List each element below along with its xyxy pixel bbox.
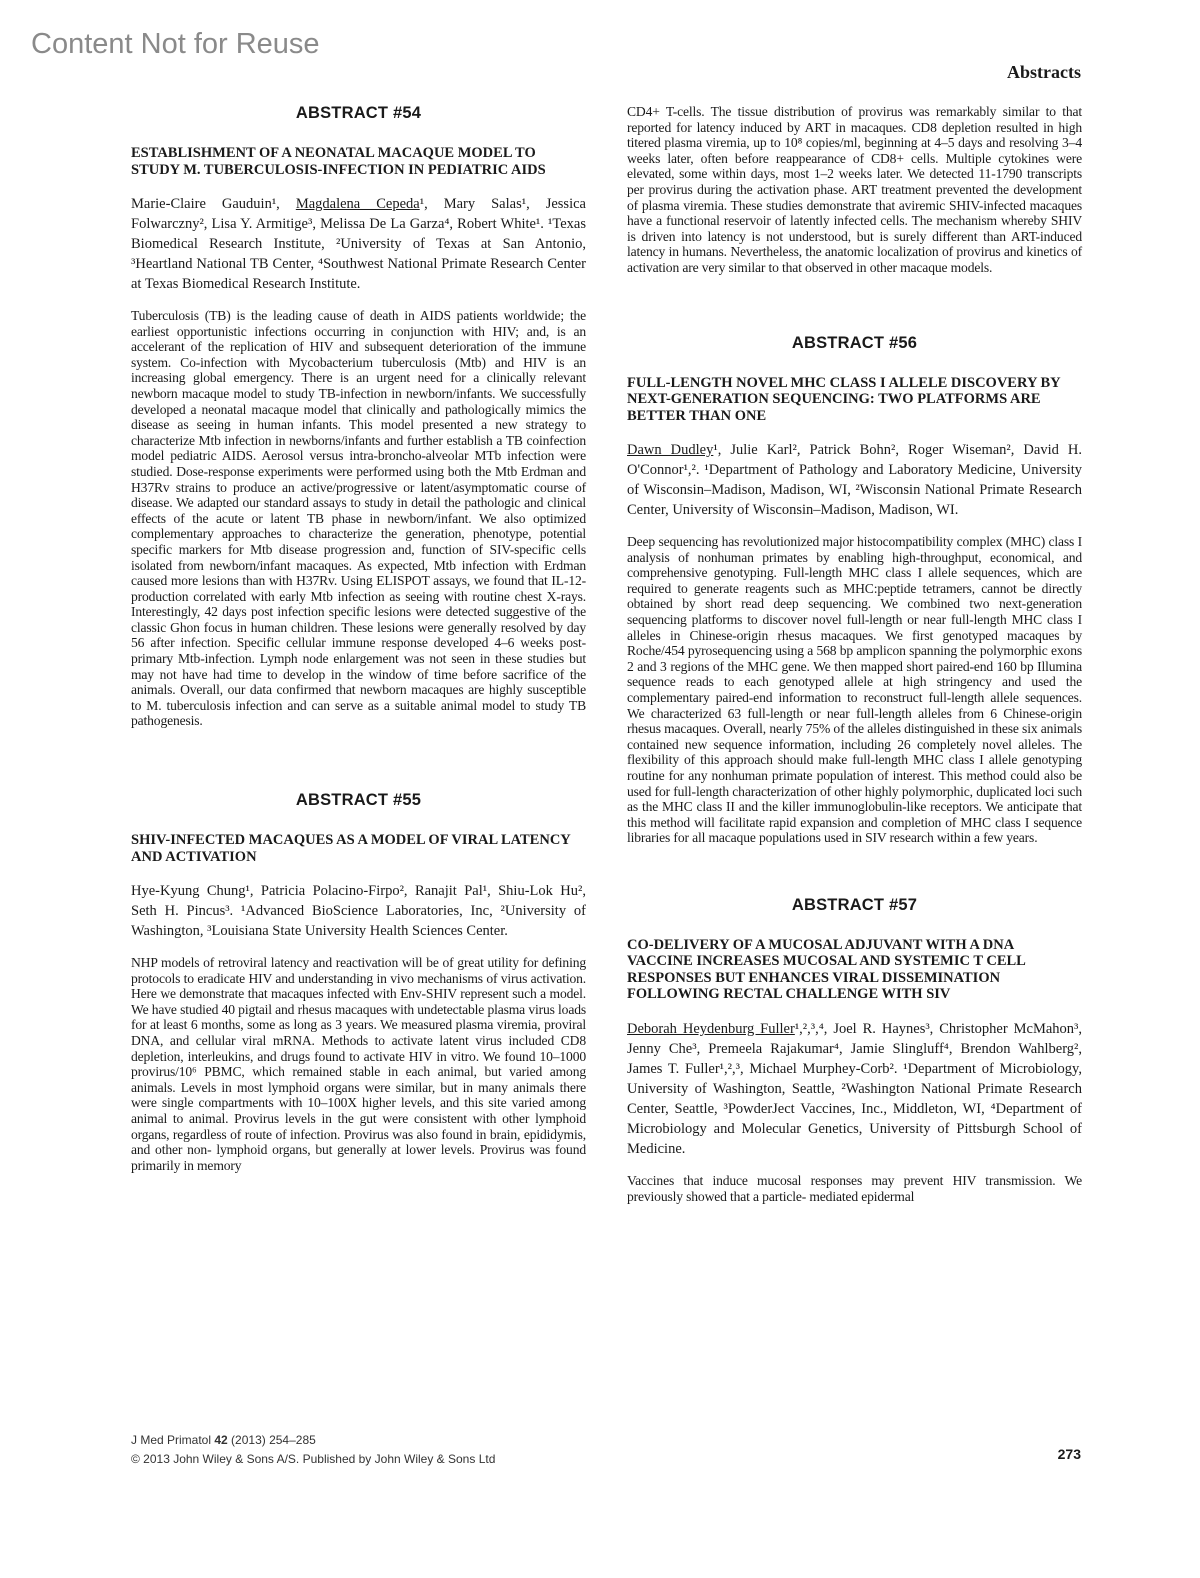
journal-prefix: J Med Primatol <box>131 1433 215 1447</box>
watermark: Content Not for Reuse <box>31 28 320 60</box>
footer-citation <box>131 1431 495 1469</box>
page-number: 273 <box>1057 1446 1081 1462</box>
authors-lead: Marie-Claire Gauduin¹, <box>131 196 296 212</box>
abstract-title: ESTABLISHMENT OF A NEONATAL MACAQUE MODEL TO STUDY M. TUBERCULOSIS-INFECTION IN PEDIATRIC AIDS <box>131 145 546 178</box>
abstract-54 <box>131 104 586 729</box>
abstract-title: CO-DELIVERY OF A MUCOSAL ADJUVANT WITH A DNA VACCINE INCREASES MUCOSAL AND SYSTEMIC T CELL RESPONSES BUT ENHANCES VIRAL DISSEMINATION FOLLOWING RECTAL CHALLENGE WITH SIV <box>627 936 1026 1003</box>
abstract-57 <box>627 896 1082 1204</box>
abstract-body: Deep sequencing has revolutionized major histocompatibility complex (MHC) class I analysis of nonhuman primates by enabling high-throughput, economical, and comprehensive genotyping. Full-length MHC class I allele sequences, which are required to generate reagents such as MHC:peptide tetramers, cannot be directly obtained by short read deep sequencing. We combined two next-generation sequencing platforms to discover novel full-length or near full-length MHC class I alleles in Chinese-origin rhesus macaques. We first genotyped macaques by Roche/454 pyrosequencing using a 568 bp amplicon spanning the polymorphic exons 2 and 3 regions of the MHC gene. We then mapped short paired-end 160 bp Illumina sequence reads to each genotyped allele at high stringency and used the complementary paired-end information to reconstruct full-length allele sequences. We characterized 63 full-length or near full-length alleles from 6 Chinese-origin rhesus macaques. Overall, nearly 75% of the alleles distinguished in these six animals contained new sequence information, including 26 completely novel alleles. The flexibility of this approach should make full-length MHC class I allele genotyping routine for any nonhuman primate population of interest. This method could also be used for full-length characterization of other highly polymorphic, duplicated loci such as the MHC class II and the killer immunoglobulin-like receptors. We anticipate that this method will facilitate rapid expansion and completion of MHC class I sequence libraries for all macaque populations used in SIV research within a few years. <box>627 534 1082 846</box>
abstract-body: NHP models of retroviral latency and reactivation will be of great utility for defining protocols to eradicate HIV and understanding in vivo mechanisms of virus activation. Here we demonstrate that macaques infected with Env-SHIV represent such a model. We have studied 40 pigtail and rhesus macaques with undetectable plasma virus loads for at least 6 months, some as long as 3 years. We measured plasma viremia, proviral DNA, and cellular viral mRNA. Methods to activate latent virus included CD8 depletion, interleukins, and drugs found to activate HIV in vitro. We found 10–1000 provirus/10⁶ PBMC, which remained stable in each animal, but varied among animals. Levels in most lymphoid organs were similar, but in many animals there were single compartments with 10–100X higher levels, and this site varied among animal to animal. Provirus levels in the gut were consistent with other lymphoid organs, regardless of route of infection. Provirus was also found in brain, epididymis, and other non- lymphoid organs, but generally at lower levels. Provirus was found primarily in memory <box>131 955 586 1173</box>
abstract-authors <box>627 440 1082 520</box>
presenting-author: Deborah Heydenburg Fuller <box>627 1020 795 1037</box>
abstract-number: ABSTRACT #57 <box>791 895 918 914</box>
abstract-55-continued: CD4+ T-cells. The tissue distribution of provirus was remarkably similar to that reported for latency induced by ART in macaques. CD8 depletion resulted in high titered plasma viremia, up to 10⁸ copies/ml, beginning at 4–5 days and resolving 3–4 weeks later, often before reappearance of CD8+ cells. Multiple cytokines were elevated, some within days, most 1–2 weeks later. We detected 11-1790 transcripts per provirus during the activation phase. ART treatment prevented the development of plasma viremia. These studies demonstrate that aviremic SHIV-infected macaques have a functional reservoir of latently infected cells. The mechanism whereby SHIV is driven into latency is not understood, but is surely different than ART-induced latency in humans. Nevertheless, the anatomic localization of provirus and kinetics of activation are very similar to that observed in other macaque models. <box>627 104 1082 275</box>
abstract-number: ABSTRACT #55 <box>295 791 422 810</box>
authors-rest: ¹, Mary Salas¹, Jessica Folwarczny², Lisa Y. Armitige³, Melissa De La Garza⁴, Robert White¹. ¹Texas Biomedical Research Institute, ²University of Texas at San Antonio, ³Heartland National TB Center, ⁴Southwest National Primate Research Center at Texas Biomedical Research Institute. <box>131 196 586 292</box>
abstract-body: Tuberculosis (TB) is the leading cause of death in AIDS patients worldwide; the earliest opportunistic infections occurring in conjunction with HIV; and, is an accelerant of the replication of HIV and subsequent deterioration of the immune system. Co-infection with Mycobacterium tuberculosis (Mtb) and HIV is an increasing global emergency. There is an urgent need for a clinically relevant newborn macaque model to study TB-infection in newborn/infants. We successfully developed a neonatal macaque model that clinically and pathologically mimics the disease as seeing in human infants. This model presented a new strategy to characterize Mtb infection in newborns/infants and further establish a TB coinfection model pediatric AIDS. Aerosol versus intra-broncho-alveolar MTb infection were studied. Dose-response experiments were performed using both the Mtb Erdman and H37Rv strains to produce an active/progressive or latent/asymptomatic course of disease. We adapted our standard assays to study in detail the pathologic and clinical effects of the acute or latent TB phase in newborn/infant. We also optimized complementary approaches to characterize the generation, phenotype, potential specific markers for Mtb disease progression and, function of SIV-specific cells isolated from newborn/infant macaques. As expected, Mtb infection with Erdman caused more lesions than with H37Rv. Using ELISPOT assays, we found that IL-12-production correlated with early Mtb infection as seeing with routine chest X-rays. Interestingly, 42 days post infection specific lesions were detected suggestive of the classic Ghon focus in human children. These lesions were generally resolved by day 56 after infection. Specific cellular immune response developed 4–6 weeks post-primary Mtb-infection. Lymph node enlargement was not seen in these studies but may not have had time to develop in the window of time before sacrifice of the animals. Overall, our data confirmed that newborn macaques are highly susceptible to M. tuberculosis infection and can serve as a suitable animal model to study TB pathogenesis. <box>131 308 586 729</box>
abstract-body: Vaccines that induce mucosal responses may prevent HIV transmission. We previously showed that a particle- mediated epidermal <box>627 1172 1082 1204</box>
authors-rest: ¹, Julie Karl², Patrick Bohn², Roger Wiseman², David H. O'Connor¹,². ¹Department of Pathology and Laboratory Medicine, University of Wisconsin–Madison, Madison, WI, ²Wisconsin National Primate Research Center, University of Wisconsin–Madison, Madison, WI. <box>627 442 1082 519</box>
left-column <box>131 104 586 1173</box>
abstract-55 <box>131 791 586 1173</box>
abstract-authors <box>627 1019 1082 1159</box>
abstract-title: FULL-LENGTH NOVEL MHC CLASS I ALLELE DISCOVERY BY NEXT-GENERATION SEQUENCING: TWO PLATFORMS ARE BETTER THAN ONE <box>627 374 1061 424</box>
authors-rest: ¹,²,³,⁴, Joel R. Haynes³, Christopher McMahon³, Jenny Che³, Premeela Rajakumar⁴, Jamie Slingluff⁴, Brendon Wahlberg², James T. Fuller¹,²,³, Michael Murphey-Corb². ¹Department of Microbiology, University of Washington, Seattle, ²Washington National Primate Research Center, Seattle, ³PowderJect Vaccines, Inc., Middleton, WI, ⁴Department of Microbiology and Molecular Genetics, University of Pittsburgh School of Medicine. <box>627 1020 1083 1157</box>
presenting-author: Magdalena Cepeda <box>295 196 420 212</box>
presenting-author: Dawn Dudley <box>627 442 714 459</box>
abstract-number: ABSTRACT #56 <box>791 333 918 352</box>
running-head: Abstracts <box>1007 62 1081 82</box>
abstract-authors: Hye-Kyung Chung¹, Patricia Polacino-Firpo², Ranajit Pal¹, Shiu-Lok Hu², Seth H. Pincus³. ¹Advanced BioScience Laboratories, Inc, ²University of Washington, ³Louisiana State University Health Sciences Center. <box>131 883 586 940</box>
journal-citation <box>131 1431 495 1450</box>
abstract-authors <box>131 194 586 294</box>
journal-volume: 42 <box>214 1433 228 1447</box>
abstract-56 <box>627 334 1082 846</box>
copyright: © 2013 John Wiley & Sons A/S. Published by John Wiley & Sons Ltd <box>131 1452 496 1466</box>
abstract-title: SHIV-INFECTED MACAQUES AS A MODEL OF VIRAL LATENCY AND ACTIVATION <box>131 832 571 865</box>
abstract-number: ABSTRACT #54 <box>295 104 422 122</box>
journal-suffix: (2013) 254–285 <box>227 1433 316 1447</box>
right-column <box>627 104 1082 1204</box>
